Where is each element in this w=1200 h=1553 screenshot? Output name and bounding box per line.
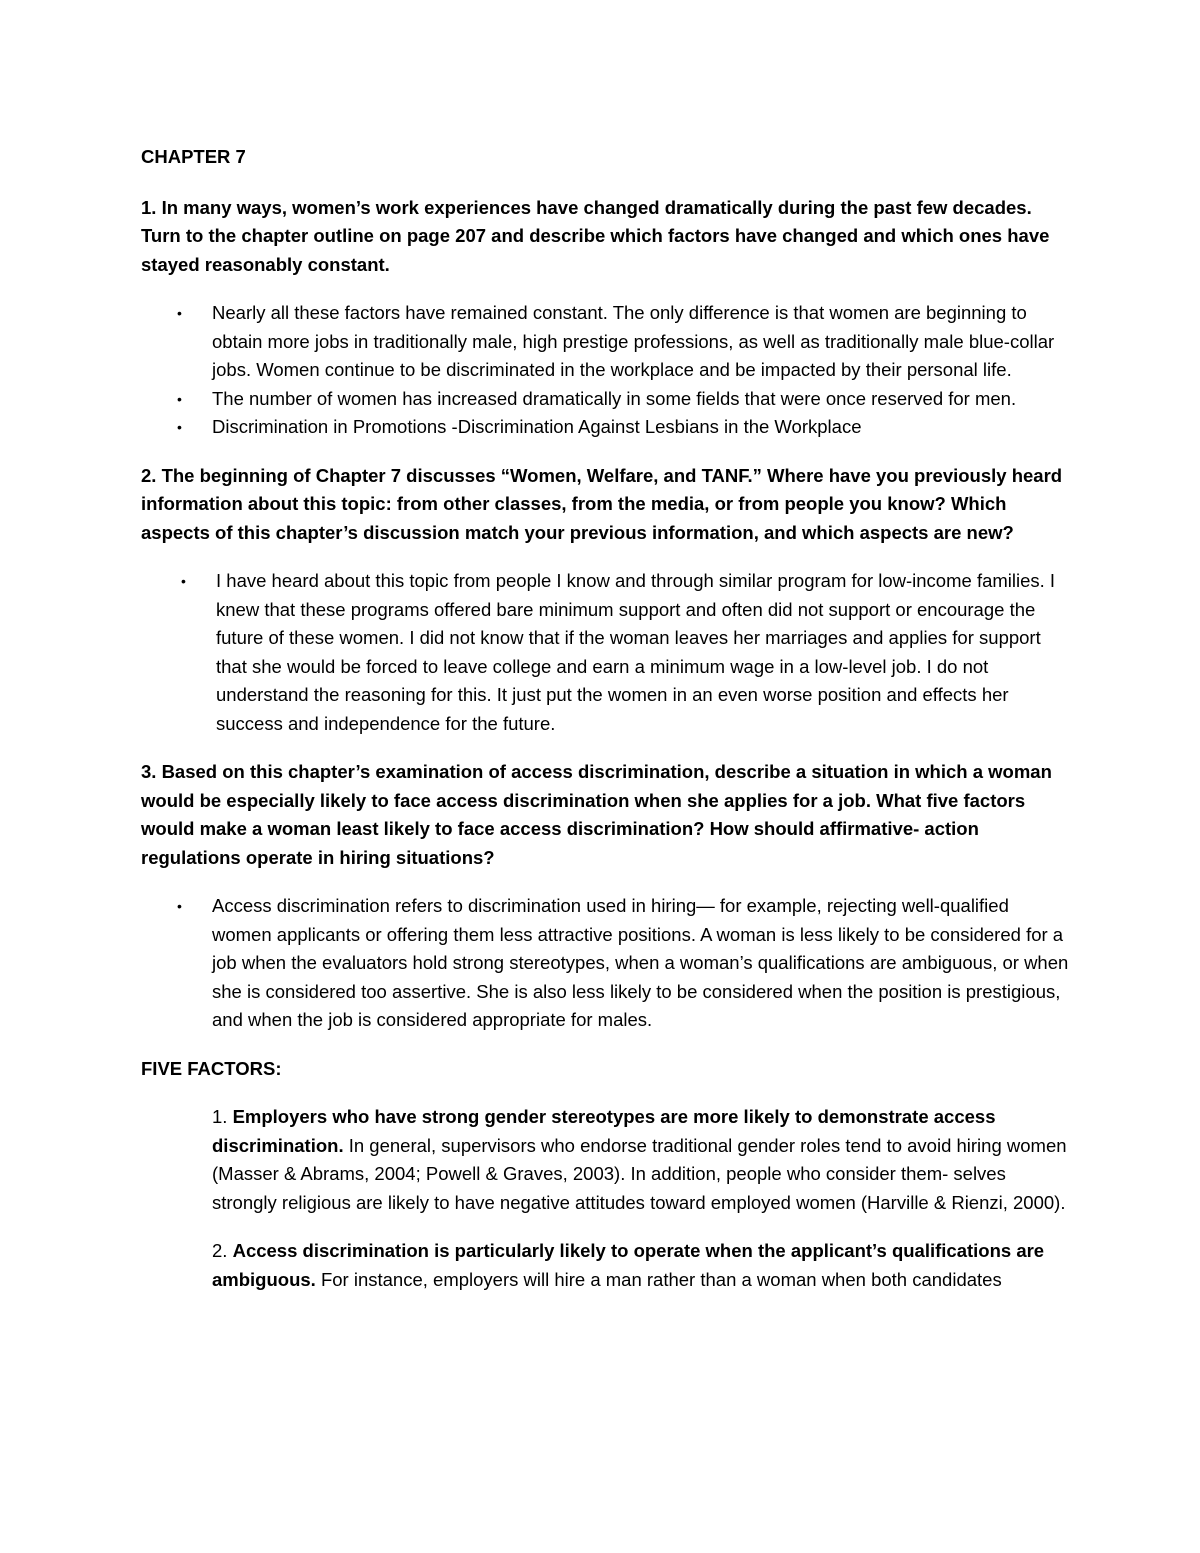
factor-bold-text: Employers who have strong gender stereotypes are more likely to demonstrate access discrimination. (212, 1106, 996, 1156)
factor-number: 1. (212, 1106, 233, 1127)
factor-item (212, 1237, 1071, 1294)
factor-item (212, 1103, 1071, 1217)
question-3-answers (141, 892, 1071, 1035)
factor-bold-text: Access discrimination is particularly likely to operate when the applicant’s qualifications are ambiguous. (212, 1240, 1045, 1290)
bullet-icon: • (177, 898, 182, 914)
list-item (141, 299, 1071, 385)
question-2-answers (141, 567, 1071, 738)
factor-text: In general, supervisors who endorse traditional gender roles tend to avoid hiring women (Masser & Abrams, 2004; Powell & Graves, 2003). In addition, people who consider them- selves strongly religious are likely to have negative attitudes toward employed women (Harville & Rienzi, 2000). (212, 1134, 1067, 1213)
five-factors-heading: FIVE FACTORS: (141, 1057, 282, 1079)
answer-text: Access discrimination refers to discrimination used in hiring— for example, rejecting well-qualified women applicants or offering them less attractive positions. A woman is less likely to be considered for a job when the evaluators hold strong stereotypes, when a woman’s qualifications are ambiguous, or when she is considered too assertive. She is also less likely to be considered when the position is prestigious, and when the job is considered appropriate for males. (212, 895, 1069, 1030)
question-3: 3. Based on this chapter’s examination of access discrimination, describe a situation in which a woman would be especially likely to face access discrimination when she applies for a job. What five factors would make a woman least likely to face access discrimination? How should affirmative- action regulations operate in hiring situations? (141, 761, 1052, 868)
bullet-icon: • (177, 390, 182, 407)
factor-number: 2. (212, 1240, 233, 1261)
list-item (141, 385, 1071, 414)
list-item (141, 892, 1071, 1035)
question-1-answers (141, 299, 1071, 442)
bullet-icon: • (181, 573, 186, 589)
answer-text: Discrimination in Promotions -Discrimination Against Lesbians in the Workplace (212, 416, 862, 437)
bullet-icon: • (177, 419, 182, 435)
chapter-title: CHAPTER 7 (141, 146, 246, 167)
answer-text: The number of women has increased dramatically in some fields that were once reserved for men. (212, 387, 1017, 409)
answer-text: I have heard about this topic from people I know and through similar program for low-income families. I knew that these programs offered bare minimum support and often did not support or encourage the future of these women. I did not know that if the woman leaves her marriages and applies for support that she would be forced to leave college and earn a minimum wage in a low-level job. I do not understand the reasoning for this. It just put the women in an even worse position and effects her success and independence for the future. (216, 570, 1056, 734)
question-2: 2. The beginning of Chapter 7 discusses “Women, Welfare, and TANF.” Where have you previously heard information about this topic: from other classes, from the media, or from people you know? Which aspects of this chapter’s discussion match your previous information, and which aspects are new? (141, 464, 1063, 543)
document-body (141, 143, 1071, 1314)
list-item (141, 567, 1071, 738)
factor-text: For instance, employers will hire a man rather than a woman when both candidates (315, 1268, 1002, 1290)
question-1: 1. In many ways, women’s work experiences have changed dramatically during the past few decades. Turn to the chapter outline on page 207 and describe which factors have changed and which ones have stayed reasonably constant. (141, 196, 1050, 275)
bullet-icon: • (177, 305, 182, 321)
answer-text: Nearly all these factors have remained constant. The only difference is that women are beginning to obtain more jobs in traditionally male, high prestige professions, as well as traditionally male blue-collar jobs. Women continue to be discriminated in the workplace and be impacted by their personal life. (212, 302, 1055, 380)
list-item (141, 413, 1071, 442)
